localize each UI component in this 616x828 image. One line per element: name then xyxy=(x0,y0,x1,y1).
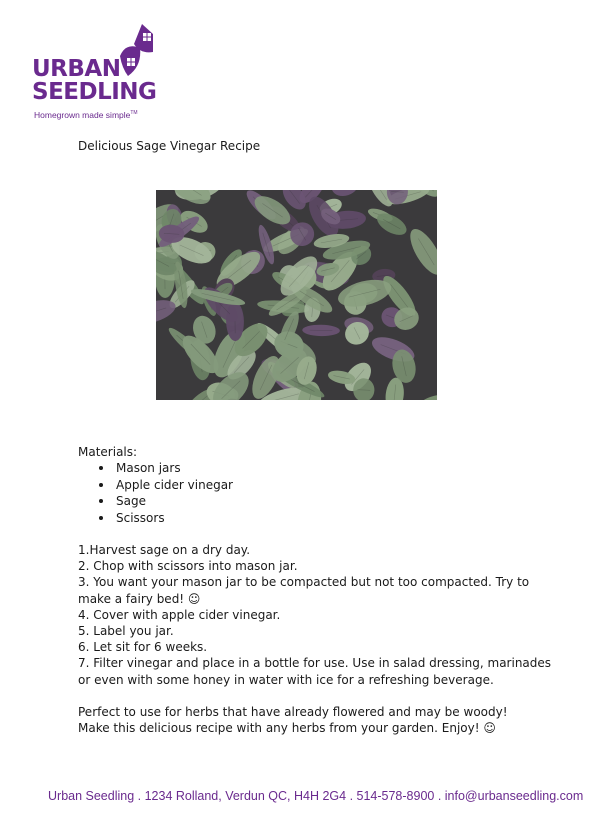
recipe-title: Delicious Sage Vinegar Recipe xyxy=(78,139,261,153)
material-item: Sage xyxy=(116,493,233,509)
material-item: Apple cider vinegar xyxy=(116,477,233,492)
material-item: Mason jars xyxy=(116,460,233,476)
material-item: Scissors xyxy=(116,510,233,526)
materials-list xyxy=(78,460,233,526)
step-4: 4. Cover with apple cider vinegar. xyxy=(78,607,281,622)
house-leaf-icon xyxy=(120,22,154,76)
logo-word-seedling: SEEDLING xyxy=(32,79,157,105)
step-7: 7. Filter vinegar and place in a bottle for use. Use in salad dressing, marinades or even with some honey in water with ice for a refreshing beverage. xyxy=(78,656,552,687)
step-1: 1.Harvest sage on a dry day. xyxy=(78,543,251,557)
urban-seedling-logo xyxy=(32,22,162,127)
footer-contact: Urban Seedling . 1234 Rolland, Verdun QC, H4H 2G4 . 514-578-8900 . info@urbanseedling.com xyxy=(48,789,584,803)
closing-note: Perfect to use for herbs that have already flowered and may be woody! Make this delicious recipe with any herbs from your garden. Enjoy! ☺ xyxy=(78,705,508,736)
materials-heading: Materials: xyxy=(78,445,138,459)
trademark-mark: TM xyxy=(130,110,138,117)
materials-section xyxy=(78,444,233,526)
step-2: 2. Chop with scissors into mason jar. xyxy=(78,559,298,574)
logo-word-urban: URBAN xyxy=(32,56,121,82)
sage-photo xyxy=(156,190,437,400)
step-5: 5. Label you jar. xyxy=(78,624,174,639)
steps-section xyxy=(78,542,558,688)
step-6: 6. Let sit for 6 weeks. xyxy=(78,640,208,655)
step-3: 3. You want your mason jar to be compacted but not too compacted. Try to make a fairy bed! ☺ xyxy=(78,575,530,606)
logo-tagline: Homegrown made simple™ xyxy=(34,110,138,120)
